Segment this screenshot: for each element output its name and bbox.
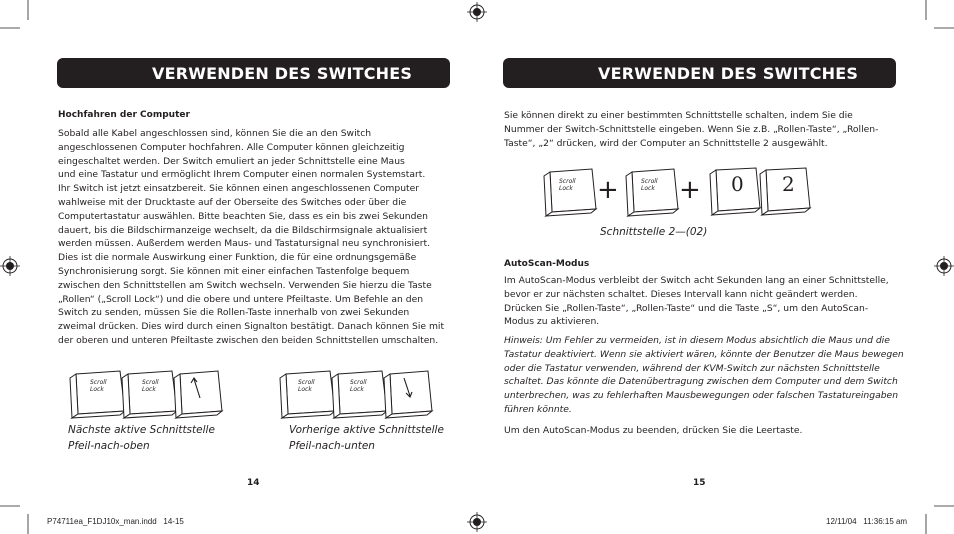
key-label-lock: Lock <box>350 386 364 393</box>
right-intro-paragraph <box>504 109 878 150</box>
scroll-lock-key-icon <box>70 371 125 418</box>
scroll-lock-key-icon <box>122 371 177 418</box>
paragraph-line: werden müssen. Außerdem werden Maus- und Tastatursignal neu synchronisiert. <box>58 238 431 250</box>
scroll-lock-key-icon <box>332 371 387 418</box>
autoscan-line: Modus zu aktivieren. <box>504 316 600 328</box>
page-number-left: 14 <box>247 478 260 488</box>
key-label-scroll: Scroll <box>559 178 576 185</box>
key-label-scroll: Scroll <box>90 379 107 386</box>
page-number-right: 15 <box>693 478 706 488</box>
autoscan-line: Drücken Sie „Rollen-Taste“, „Rollen-Taste“ und die Taste „S“, um den AutoScan- <box>504 302 869 314</box>
key-group-prev <box>278 368 438 420</box>
footer-timestamp: 12/11/04 11:36:15 am <box>826 517 908 526</box>
section-heading: Hochfahren der Computer <box>58 110 190 120</box>
registration-mark-bottom-icon <box>467 512 487 532</box>
paragraph-line: eingeschaltet werden. Der Switch emuliert an jeder Schnittstelle eine Maus <box>58 155 405 167</box>
paragraph-line: zwischen den Schnittstellen am Switch wechseln. Verwenden Sie hierzu die Taste <box>58 279 432 291</box>
key-label-lock: Lock <box>298 386 312 393</box>
digit-key-2-icon <box>760 168 810 215</box>
hint-line: oder die Tastatur verwenden, während der KVM-Switch zur nächsten Schnittstelle <box>504 362 880 374</box>
hint-line: schaltet. Das könnte die Datenübertragung zwischen dem Computer und dem Switch <box>504 376 898 388</box>
caption-next <box>68 423 215 454</box>
arrow-down-key-icon <box>384 371 432 418</box>
autoscan-line: bevor er zur nächsten schaltet. Dieses Intervall kann nicht geändert werden. <box>504 288 858 300</box>
registration-mark-right-icon <box>934 256 954 276</box>
paragraph-line: und eine Tastatur und ermöglicht Ihrem Computer einen normalen Systemstart. <box>58 169 426 181</box>
paragraph-line: Sobald alle Kabel angeschlossen sind, können Sie die an den Switch <box>58 128 372 139</box>
key-label-lock: Lock <box>142 386 156 393</box>
paragraph-line: wahlweise mit der Drucktaste auf der Oberseite des Switches oder über die <box>58 196 407 208</box>
hint-line: Tastatur deaktiviert. Wenn sie aktiviert wären, könnte der Benutzer die Maus bewegen <box>504 348 904 360</box>
caption-prev-line1: Vorherige aktive Schnittstelle <box>289 424 444 436</box>
hint-paragraph <box>504 334 904 417</box>
paragraph-line: Dies ist die normale Auswirkung einer Funktion, die für eine ordnungsgemäße <box>58 252 417 264</box>
plus-sign-1: + <box>597 175 619 205</box>
key-label-lock: Lock <box>641 185 655 192</box>
key-label-scroll: Scroll <box>298 379 315 386</box>
autoscan-heading: AutoScan-Modus <box>504 259 590 269</box>
exit-line: Um den AutoScan-Modus zu beenden, drücken Sie die Leertaste. <box>504 425 803 436</box>
key-label-lock: Lock <box>90 386 104 393</box>
paragraph-line: Ihr Switch ist jetzt einsatzbereit. Sie können einen angeschlossenen Computer <box>58 183 420 195</box>
key-group-next <box>68 368 228 420</box>
left-banner-title: VERWENDEN DES SWITCHES <box>152 64 413 83</box>
hint-line: führen könnte. <box>504 403 572 415</box>
digit-key-2-label: 2 <box>782 172 795 196</box>
paragraph-line: Synchronisierung sorgt. Sie können mit einer einfachen Tastenfolge bequem <box>58 265 410 277</box>
left-paragraph <box>58 127 444 348</box>
caption-prev-line2: Pfeil-nach-unten <box>289 439 375 452</box>
scroll-lock-key-icon <box>280 371 335 418</box>
autoscan-paragraph <box>504 274 889 329</box>
arrow-up-key-icon <box>174 371 222 418</box>
registration-mark-top-icon <box>467 2 487 22</box>
paragraph-line: Computertastatur auswählen. Bitte beachten Sie, dass es ein bis zwei Sekunden <box>58 210 428 222</box>
plus-sign-2: + <box>679 175 701 205</box>
intro-line: Nummer der Switch-Schnittstelle eingeben. Wenn Sie z.B. „Rollen-Taste“, „Rollen- <box>504 123 879 135</box>
paragraph-line: „Rollen“ („Scroll Lock“) und die obere und untere Pfeiltaste. Um Befehle an den <box>58 293 424 305</box>
right-banner <box>503 58 896 88</box>
paragraph-line: der oberen und unteren Pfeiltaste zwischen den beiden Schnittstellen umschalten. <box>58 334 439 346</box>
key-label-scroll: Scroll <box>641 178 658 185</box>
scroll-lock-key-icon <box>626 169 678 216</box>
paragraph-line: angeschlossenen Computer hochfahren. Alle Computer können gleichzeitig <box>58 141 405 153</box>
digit-key-0-icon <box>710 168 760 215</box>
intro-line: Taste“, „2“ drücken, wird der Computer an Schnittstelle 2 ausgewählt. <box>504 137 828 149</box>
paragraph-line: zweimal drücken. Dies wird durch einen Signalton bestätigt. Danach können Sie mit <box>58 321 445 333</box>
figure-caption: Schnittstelle 2—(02) <box>600 226 708 238</box>
left-banner <box>57 58 450 88</box>
intro-line: Sie können direkt zu einer bestimmten Schnittstelle schalten, indem Sie die <box>504 110 853 121</box>
registration-mark-left-icon <box>0 256 20 276</box>
paragraph-line: Switch zu senden, müssen Sie die Rollen-Taste innerhalb von zwei Sekunden <box>58 307 410 319</box>
footer-file-info: P74711ea_F1DJ10x_man.indd 14-15 <box>47 517 184 526</box>
right-banner-title: VERWENDEN DES SWITCHES <box>598 64 859 83</box>
key-label-scroll: Scroll <box>142 379 159 386</box>
key-label-scroll: Scroll <box>350 379 367 386</box>
digit-key-0-label: 0 <box>731 172 744 196</box>
autoscan-line: Im AutoScan-Modus verbleibt der Switch acht Sekunden lang an einer Schnittstelle, <box>504 275 889 286</box>
caption-next-line2: Pfeil-nach-oben <box>68 439 150 452</box>
hint-line: unterbrechen, was zu fehlerhaften Mausbewegungen oder falschen Tastatureingaben <box>504 390 899 402</box>
paragraph-line: dauert, bis die Bildschirmanzeige wechselt, da die Bildschirmsignale aktualisiert <box>58 224 428 236</box>
caption-next-line1: Nächste aktive Schnittstelle <box>68 424 215 436</box>
hint-line: Hinweis: Um Fehler zu vermeiden, ist in diesem Modus absichtlich die Maus und die <box>504 335 890 346</box>
key-label-lock: Lock <box>559 185 573 192</box>
caption-prev <box>289 423 444 454</box>
scroll-lock-key-icon <box>544 169 596 216</box>
key-sequence-figure <box>540 166 810 218</box>
